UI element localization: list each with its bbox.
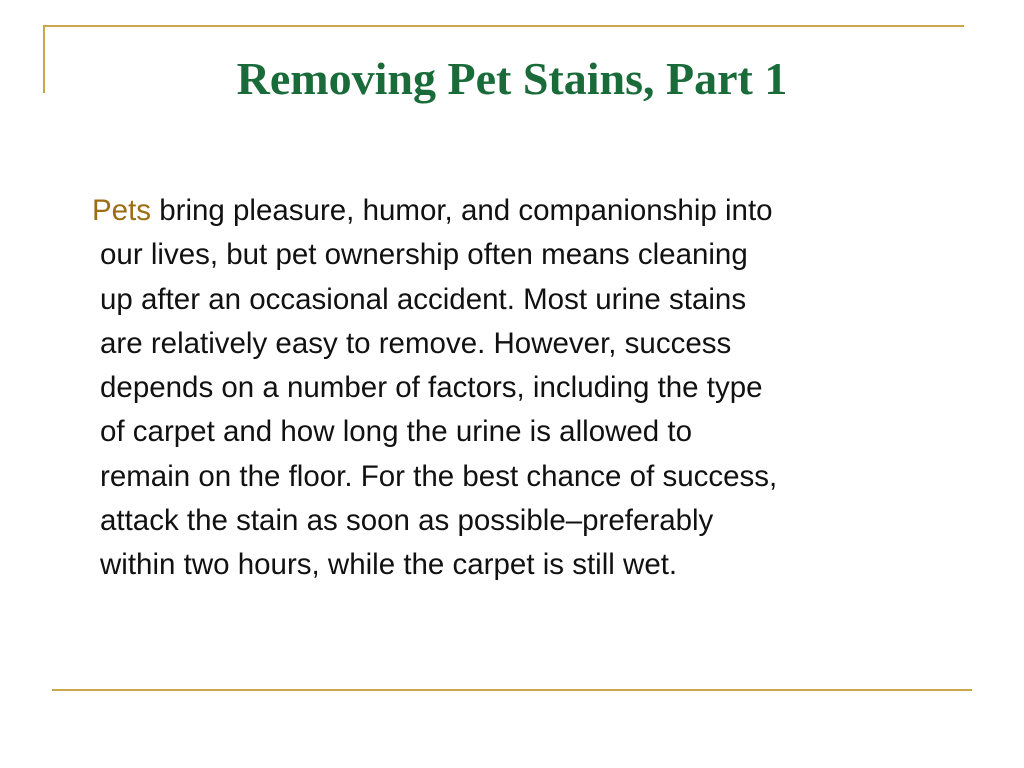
slide-title: Removing Pet Stains, Part 1 [236,53,788,104]
lead-word: Pets [92,194,152,227]
body-line-7: remain on the floor. For the best chance of success, [100,459,778,493]
frame-bottom-line [52,689,972,691]
body-line-1-rest: bring pleasure, humor, and companionship into [151,194,773,227]
body-line-5: depends on a number of factors, including the type [100,371,763,405]
frame-top-line [43,25,964,27]
body-line-3: up after an occasional accident. Most urine stains [100,282,747,316]
slide-body [92,189,980,588]
body-line-6: of carpet and how long the urine is allowed to [100,415,693,449]
body-line-8: attack the stain as soon as possible–preferably [100,504,714,538]
body-line-9: within two hours, while the carpet is still wet. [100,548,678,582]
body-line-1 [92,189,980,233]
body-line-4: are relatively easy to remove. However, success [100,326,732,360]
body-line-2: our lives, but pet ownership often means cleaning [100,238,748,272]
